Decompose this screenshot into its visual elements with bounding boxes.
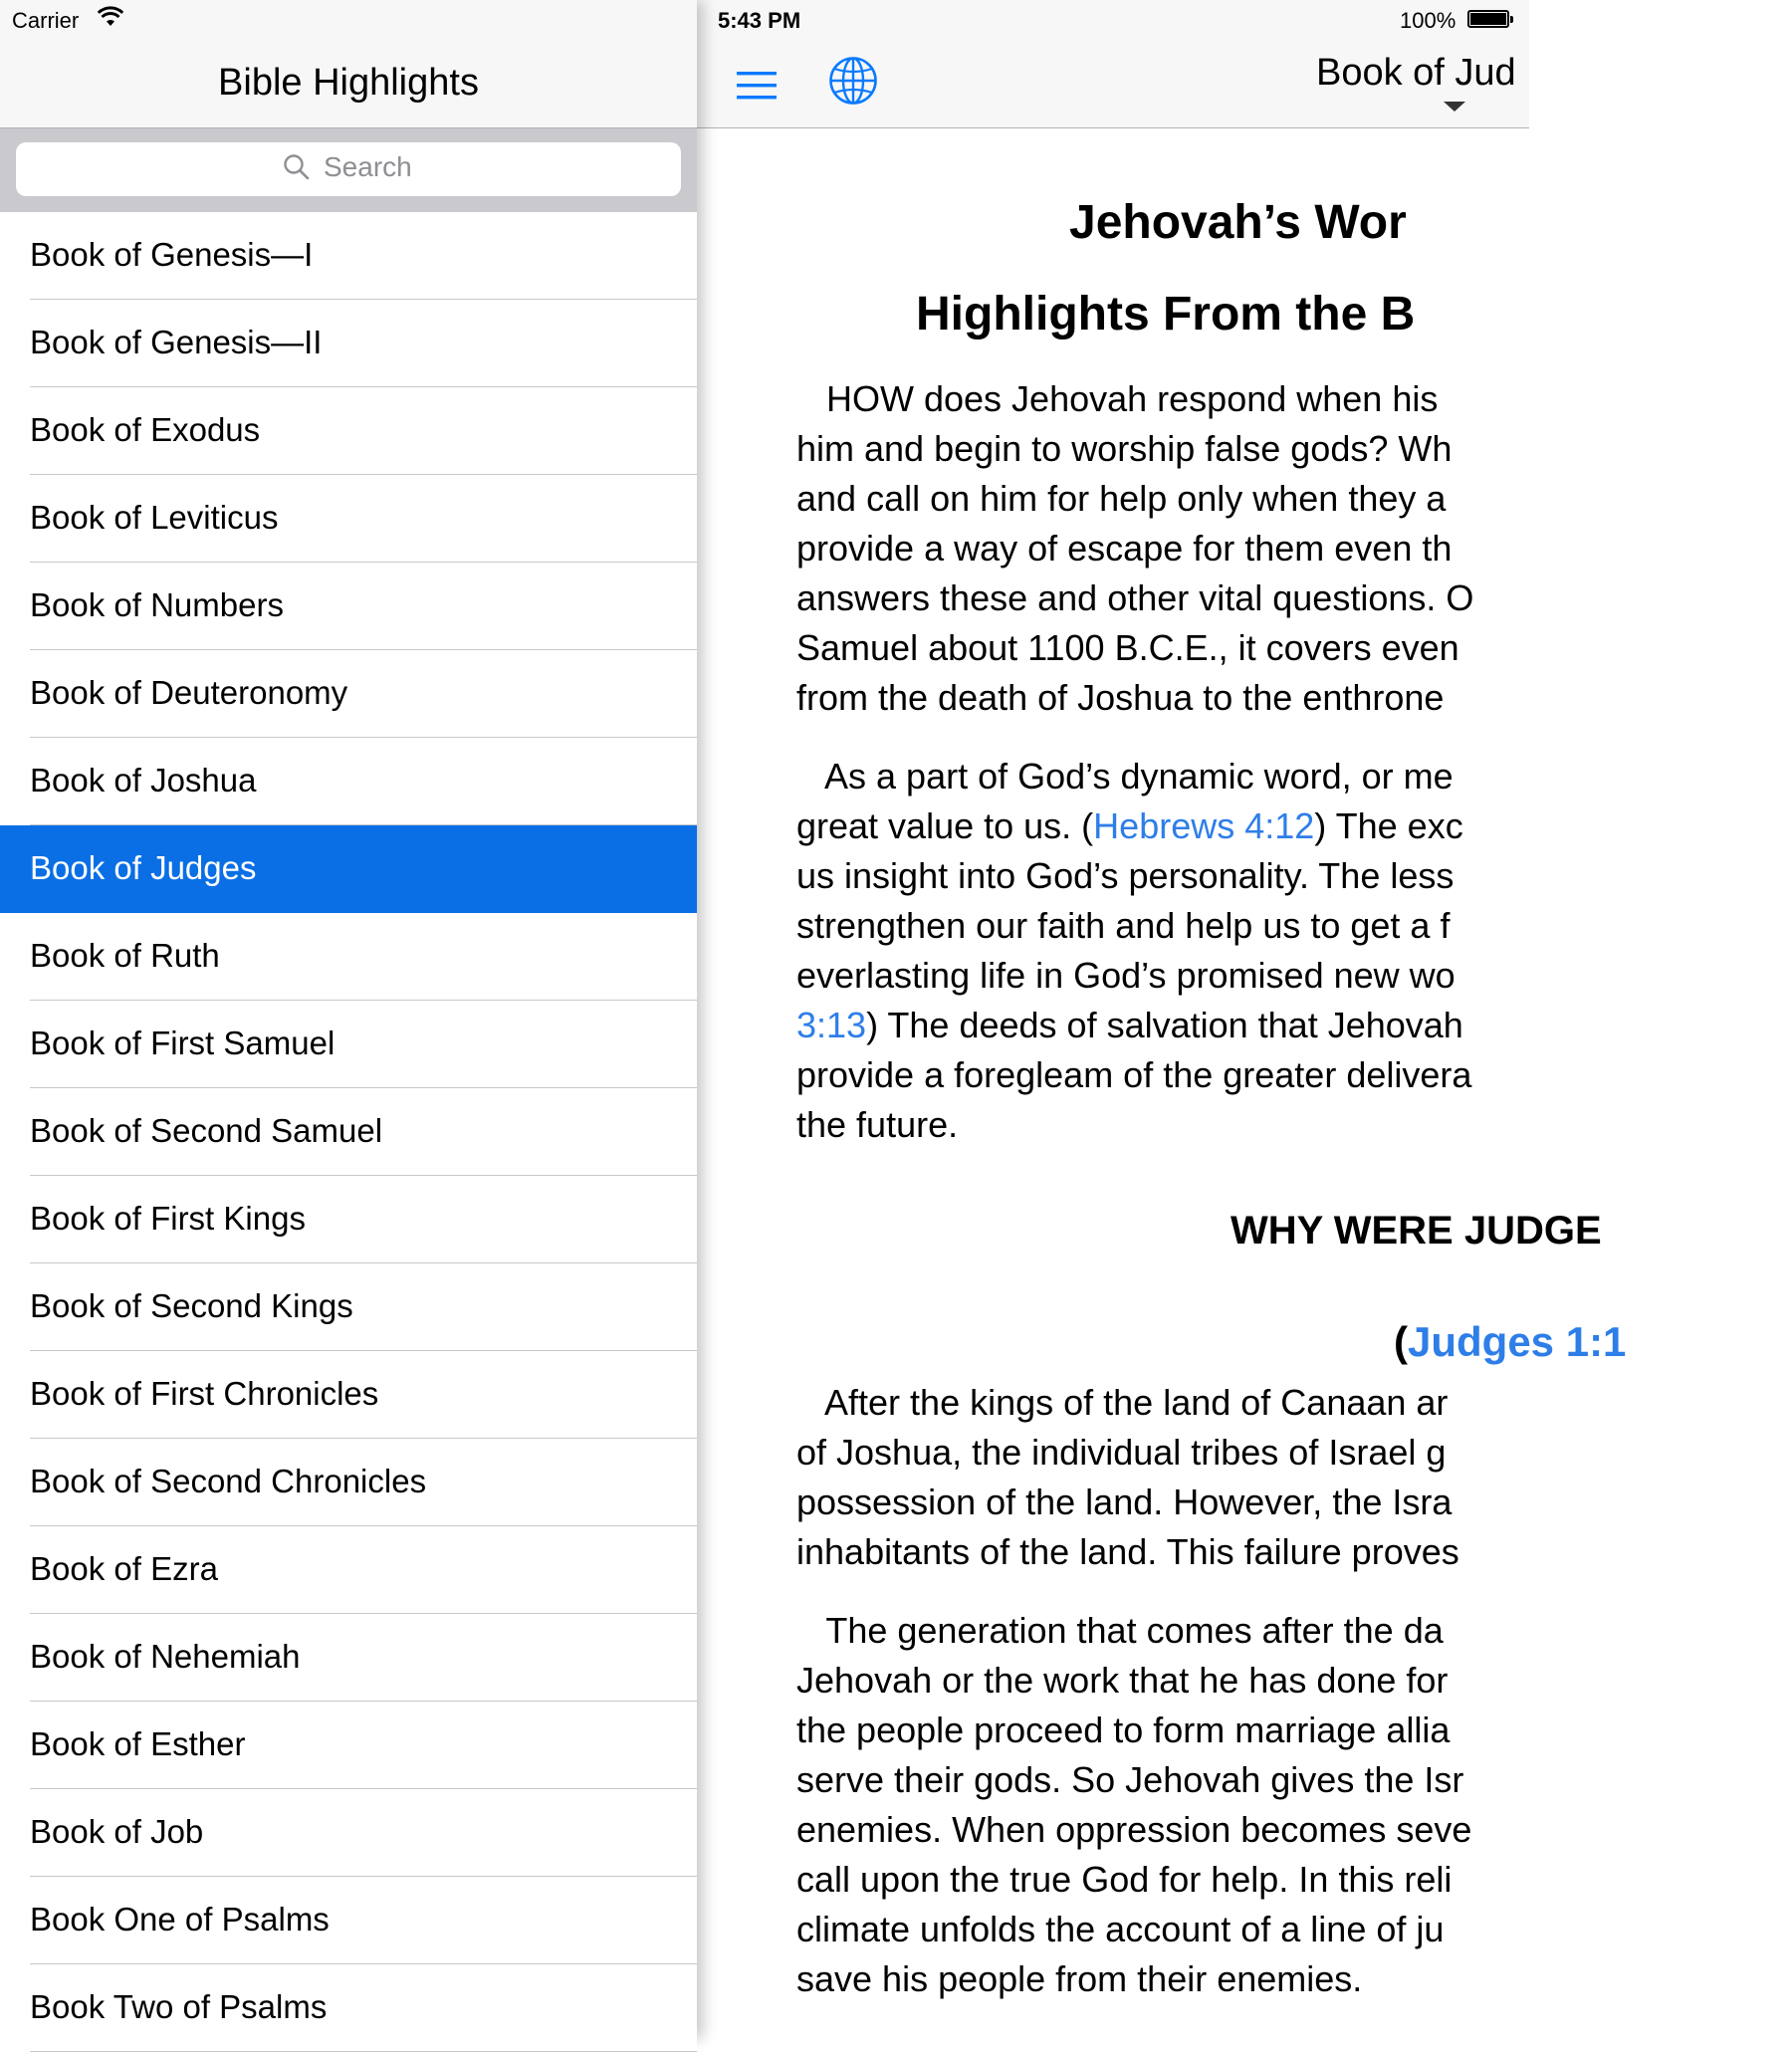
- list-item-label: Book of Genesis—II: [30, 324, 323, 360]
- scripture-link[interactable]: 3:13: [796, 1005, 867, 1045]
- carrier-label: Carrier: [12, 8, 80, 33]
- list-item[interactable]: [0, 475, 697, 563]
- chevron-down-icon[interactable]: [1443, 101, 1466, 113]
- para2-line-1: As a part of God’s dynamic word, or me: [796, 756, 1454, 797]
- list-item-label: Book of Numbers: [30, 586, 284, 623]
- para2-line-7: provide a foregleam of the greater delivera: [796, 1054, 1472, 1095]
- para4-line: serve their gods. So Jehovah gives the Isr: [796, 1759, 1464, 1800]
- para4-line: call upon the true God for help. In this reli: [796, 1859, 1453, 1900]
- list-item[interactable]: [0, 1439, 697, 1526]
- wifi-icon: [98, 8, 123, 28]
- list-item[interactable]: [0, 1263, 697, 1351]
- detail-pane: [697, 0, 1627, 2039]
- list-item[interactable]: [0, 1877, 697, 1964]
- list-item-label: Book of Ezra: [30, 1550, 218, 1587]
- list-item[interactable]: [0, 1614, 697, 1702]
- para4-line: save his people from their enemies.: [796, 1958, 1363, 1999]
- para2-line-2a: great value to us. (: [796, 805, 1094, 846]
- list-item[interactable]: [0, 300, 697, 387]
- globe-icon[interactable]: [828, 56, 878, 106]
- list-item-label: Book of First Kings: [30, 1200, 306, 1237]
- para2-line-6: ) The deeds of salvation that Jehovah: [866, 1005, 1463, 1045]
- list-item[interactable]: [0, 1088, 697, 1176]
- list-item-label: Book of First Chronicles: [30, 1375, 379, 1412]
- paragraph-2: [796, 752, 1471, 1150]
- list-item-label: Book of First Samuel: [30, 1025, 336, 1061]
- list-item-label: Book of Second Chronicles: [30, 1463, 427, 1499]
- article-subheading: Highlights From the B: [916, 288, 1416, 341]
- para1-line: provide a way of escape for them even th: [796, 528, 1453, 569]
- battery-icon: [1467, 10, 1509, 28]
- para4-line: The generation that comes after the da: [796, 1610, 1444, 1651]
- para3-line: of Joshua, the individual tribes of Israel g: [796, 1432, 1447, 1473]
- book-list: [0, 212, 697, 2052]
- list-item-label: Book of Nehemiah: [30, 1638, 301, 1675]
- master-pane: [0, 0, 697, 2039]
- list-item-label: Book of Job: [30, 1813, 204, 1850]
- list-item[interactable]: [0, 1964, 697, 2052]
- list-item-label: Book Two of Psalms: [30, 1988, 328, 2025]
- list-item-label: Book of Esther: [30, 1725, 246, 1762]
- para2-line-4: strengthen our faith and help us to get a f: [796, 905, 1451, 946]
- para4-line: climate unfolds the account of a line of ju: [796, 1909, 1445, 1949]
- list-item-label: Book of Leviticus: [30, 499, 279, 536]
- para4-line: enemies. When oppression becomes seve: [796, 1809, 1472, 1850]
- list-item-label: Book of Genesis—I: [30, 236, 314, 273]
- para4-line: Jehovah or the work that he has done for: [796, 1660, 1449, 1701]
- paragraph-3: [796, 1378, 1459, 1577]
- paragraph-1: [796, 374, 1473, 723]
- detail-title[interactable]: Book of Jud: [1316, 52, 1516, 94]
- list-item[interactable]: [0, 1351, 697, 1439]
- para4-line: the people proceed to form marriage allia: [796, 1710, 1451, 1750]
- list-item-label: Book One of Psalms: [30, 1901, 330, 1938]
- battery-percent: 100%: [1400, 8, 1456, 33]
- list-item[interactable]: [0, 1702, 697, 1789]
- list-item-label: Book of Exodus: [30, 411, 261, 448]
- para2-line-2b: ) The exc: [1314, 805, 1463, 846]
- list-item[interactable]: [0, 738, 697, 825]
- list-item-label: Book of Second Samuel: [30, 1112, 383, 1149]
- list-item[interactable]: [0, 913, 697, 1001]
- judges-link[interactable]: Judges 1:1: [1408, 1318, 1627, 1365]
- para1-line: answers these and other vital questions. O: [796, 577, 1474, 618]
- list-item[interactable]: [0, 1526, 697, 1614]
- list-item-label: Book of Ruth: [30, 937, 220, 974]
- list-item[interactable]: [0, 387, 697, 475]
- section-heading: WHY WERE JUDGE: [1231, 1209, 1602, 1253]
- para2-line-3: us insight into God’s personality. The less: [796, 855, 1455, 896]
- para3-line: possession of the land. However, the Isra: [796, 1482, 1453, 1522]
- list-item-label: Book of Joshua: [30, 762, 257, 798]
- para1-line: Samuel about 1100 B.C.E., it covers even: [796, 627, 1459, 668]
- hebrews-link[interactable]: Hebrews 4:12: [1093, 805, 1315, 846]
- master-title: Bible Highlights: [218, 62, 479, 104]
- article-heading: Jehovah’s Wor: [1069, 196, 1407, 249]
- scripture-reference: [1394, 1318, 1626, 1366]
- list-item[interactable]: [0, 825, 697, 913]
- paragraph-4: [796, 1606, 1471, 2004]
- para1-line: him and begin to worship false gods? Wh: [796, 428, 1453, 469]
- list-item[interactable]: [0, 212, 697, 300]
- para3-line: inhabitants of the land. This failure proves: [796, 1531, 1459, 1572]
- para2-line-5: everlasting life in God’s promised new wo: [796, 955, 1456, 996]
- ref-paren: (: [1394, 1318, 1408, 1365]
- list-item[interactable]: [0, 650, 697, 738]
- menu-icon[interactable]: [737, 70, 777, 102]
- list-item-label: Book of Deuteronomy: [30, 674, 348, 711]
- status-bar: [0, 0, 1529, 40]
- para2-line-8: the future.: [796, 1104, 959, 1145]
- list-item[interactable]: [0, 1789, 697, 1877]
- list-item-label: Book of Judges: [30, 849, 257, 886]
- para3-line: After the kings of the land of Canaan ar: [796, 1382, 1449, 1423]
- list-item[interactable]: [0, 1001, 697, 1088]
- para1-line: HOW does Jehovah respond when his: [796, 378, 1439, 419]
- list-item[interactable]: [0, 1176, 697, 1263]
- search-placeholder: Search: [324, 151, 412, 182]
- para1-line: from the death of Joshua to the enthrone: [796, 677, 1445, 718]
- search-icon: [283, 153, 311, 181]
- list-item-label: Book of Second Kings: [30, 1287, 353, 1324]
- list-item[interactable]: [0, 563, 697, 650]
- para1-line: and call on him for help only when they a: [796, 478, 1447, 519]
- clock: 5:43 PM: [718, 8, 801, 33]
